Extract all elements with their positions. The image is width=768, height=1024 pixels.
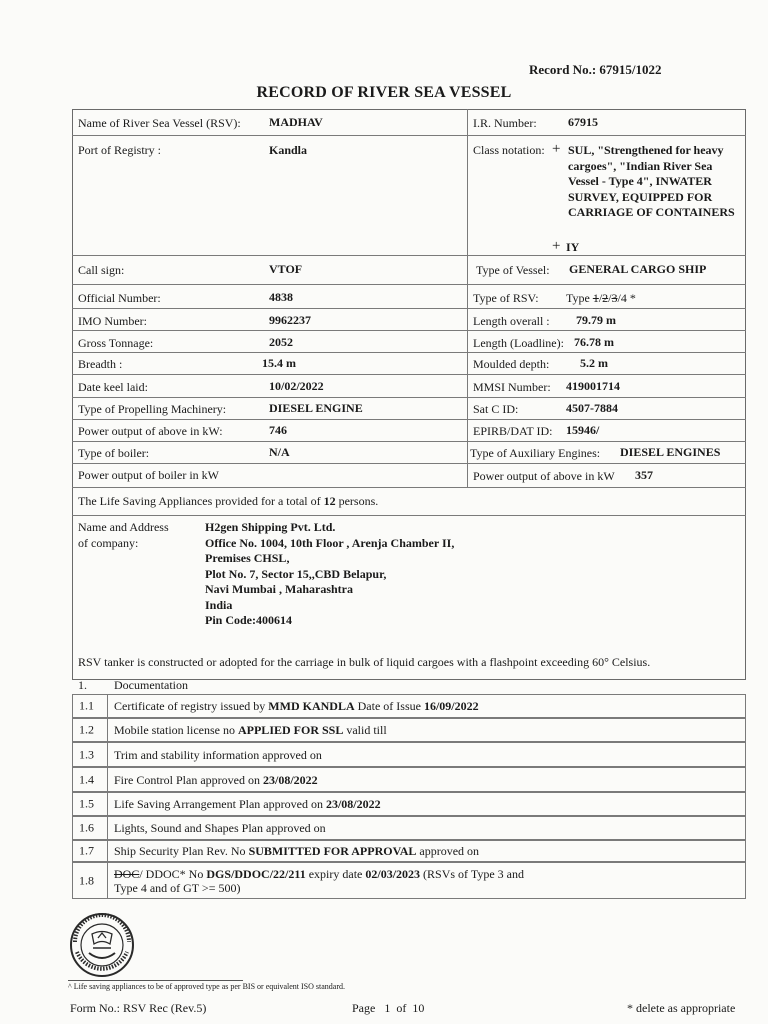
- row-divider: [72, 308, 746, 309]
- auxiliary-power-label: Power output of above in kW: [473, 469, 615, 483]
- row-text: [114, 797, 739, 811]
- imo-number-label: IMO Number:: [78, 314, 147, 328]
- row-number: 1.5: [79, 796, 94, 811]
- row-text-bold: APPLIED FOR SSL: [237, 723, 344, 737]
- auxiliary-engines-label: Type of Auxiliary Engines:: [470, 446, 601, 460]
- row-text: [114, 748, 739, 762]
- company-address: [205, 520, 525, 629]
- row-divider: [72, 135, 746, 136]
- call-sign-label: Call sign:: [78, 263, 125, 277]
- company-address-line: Plot No. 7, Sector 15,,CBD Belapur,: [205, 566, 387, 581]
- port-of-registry-label: Port of Registry :: [78, 143, 161, 157]
- gross-tonnage-value: 2052: [269, 335, 293, 349]
- row-number: 1.4: [79, 772, 94, 786]
- row-text-bold: DGS/DDOC/22/211: [206, 866, 306, 881]
- row-text-part: Trim and stability information approved on: [114, 747, 322, 762]
- auxiliary-engines-value: DIESEL ENGINES: [620, 445, 721, 459]
- power-output-label: Power output of above in kW:: [78, 424, 223, 438]
- row-divider: [72, 441, 746, 442]
- ir-number-value: 67915: [568, 115, 598, 129]
- rsv-type-label: Type of RSV:: [473, 291, 539, 305]
- form-number: Form No.: RSV Rec (Rev.5): [70, 1001, 207, 1015]
- row-number: 1.6: [79, 820, 94, 835]
- official-number-value: 4838: [269, 290, 293, 304]
- breadth-label: Breadth :: [78, 357, 123, 371]
- row-text-part: expiry date: [305, 866, 366, 881]
- row-text: [114, 699, 739, 713]
- row-text-part: Ship Security Plan Rev. No: [114, 844, 249, 858]
- row-text-part: (RSVs of Type 3 and: [420, 866, 524, 881]
- row-text: [114, 867, 739, 895]
- row-text-bold: 16/09/2022: [423, 699, 479, 713]
- documentation-row: [72, 862, 746, 899]
- rsv-type-value: [566, 291, 636, 306]
- port-of-registry-value: Kandla: [269, 143, 308, 157]
- row-text-part: valid till: [343, 723, 387, 737]
- class-notation-value: SUL, "Strengthened for heavy cargoes", "Indian River Sea Vessel - Type 4", INWATER SURVEY, EQUIPPED FOR CARRIAGE OF CONTAINERS: [568, 143, 735, 219]
- row-divider: [107, 841, 108, 861]
- row-number: 1.8: [79, 873, 94, 887]
- row-number: 1.1: [79, 698, 94, 713]
- row-text: [114, 821, 739, 835]
- row-text: [114, 773, 739, 787]
- row-text-part: approved on: [416, 844, 480, 858]
- length-loadline-value: 76.78 m: [574, 335, 614, 349]
- lsa-suffix: persons.: [338, 494, 379, 508]
- row-divider: [72, 515, 746, 516]
- company-address-line: H2gen Shipping Pvt. Ltd.: [205, 520, 336, 534]
- mmsi-value: 419001714: [566, 379, 620, 393]
- row-divider: [107, 817, 108, 839]
- row-text-part: Fire Control Plan approved on: [114, 772, 263, 787]
- row-number: 1.2: [79, 722, 94, 737]
- row-text-part: / DDOC* No: [139, 866, 207, 881]
- company-address-line: Navi Mumbai , Maharashtra: [205, 582, 353, 596]
- row-text-struck: DOC: [114, 866, 140, 881]
- row-text-part: Type 4 and of GT >= 500): [114, 880, 241, 895]
- footnote: ^ Life saving appliances to be of approved type as per BIS or equivalent ISO standard.: [68, 982, 346, 991]
- page-indicator: Page 1 of 10: [352, 1001, 425, 1015]
- documentation-row: [72, 718, 746, 742]
- rsv-type-struck-2: 2: [602, 291, 609, 305]
- row-divider: [107, 719, 108, 741]
- sat-c-id-label: Sat C ID:: [473, 402, 519, 416]
- rsv-type-slash-1: /: [598, 291, 603, 305]
- row-text-bold: 23/08/2022: [262, 772, 318, 787]
- row-divider: [72, 352, 746, 353]
- call-sign-value: VTOF: [269, 262, 303, 276]
- row-text-part: Life Saving Arrangement Plan approved on: [114, 797, 326, 811]
- row-divider: [107, 863, 108, 898]
- company-address-line: Premises CHSL,: [205, 551, 290, 565]
- moulded-depth-label: Moulded depth:: [473, 357, 550, 371]
- row-text-part: Certificate of registry issued by: [114, 699, 269, 713]
- company-address-line: Office No. 1004, 10th Floor , Arenja Chamber II,: [205, 535, 455, 550]
- row-divider: [72, 374, 746, 375]
- gross-tonnage-label: Gross Tonnage:: [78, 336, 154, 350]
- documentation-row: [72, 694, 746, 718]
- page-title: RECORD OF RIVER SEA VESSEL: [256, 84, 512, 101]
- vessel-type-value: GENERAL CARGO SHIP: [569, 262, 707, 276]
- lsa-persons-count: 12: [323, 494, 336, 508]
- row-text-bold: SUBMITTED FOR APPROVAL: [248, 844, 417, 858]
- mmsi-label: MMSI Number:: [473, 380, 551, 394]
- vessel-type-label: Type of Vessel:: [476, 263, 550, 277]
- company-address-line: India: [205, 597, 233, 612]
- row-text-bold: 23/08/2022: [325, 797, 381, 811]
- rsv-type-prefix: Type: [566, 291, 590, 305]
- life-saving-appliances-line: [78, 494, 378, 509]
- propelling-machinery-label: Type of Propelling Machinery:: [78, 402, 227, 416]
- epirb-value: 15946/: [566, 423, 600, 437]
- row-divider: [107, 793, 108, 815]
- keel-date-value: 10/02/2022: [269, 379, 324, 393]
- rsv-type-struck-1: 1: [592, 291, 599, 305]
- class-notation-cross: +: [552, 141, 561, 157]
- documentation-row: [72, 767, 746, 792]
- row-divider: [107, 743, 108, 766]
- boiler-type-value: N/A: [269, 445, 290, 459]
- length-overall-value: 79.79 m: [576, 313, 616, 327]
- seal-icon: [69, 912, 135, 978]
- documentation-row: [72, 816, 746, 840]
- row-divider: [72, 397, 746, 398]
- row-divider: [107, 695, 108, 717]
- company-address-line: Pin Code:400614: [205, 613, 292, 627]
- auxiliary-power-value: 357: [635, 468, 653, 482]
- vessel-name-label: Name of River Sea Vessel (RSV):: [78, 116, 241, 130]
- length-loadline-label: Length (Loadline):: [473, 336, 564, 350]
- row-divider: [72, 284, 746, 285]
- imo-number-value: 9962237: [269, 313, 311, 327]
- breadth-value: 15.4 m: [262, 356, 296, 370]
- row-text-part: Mobile station license no: [114, 723, 238, 737]
- row-divider: [72, 487, 746, 488]
- row-text: [114, 844, 739, 858]
- moulded-depth-value: 5.2 m: [580, 356, 608, 370]
- propelling-machinery-value: DIESEL ENGINE: [269, 401, 363, 415]
- tanker-note: RSV tanker is constructed or adopted for the carriage in bulk of liquid cargoes with a flashpoint exceeding 60° Celsius.: [78, 655, 651, 669]
- row-divider: [107, 768, 108, 791]
- row-divider: [72, 330, 746, 331]
- class-extra-value: IY: [566, 240, 580, 254]
- sat-c-id-value: 4507-7884: [566, 401, 618, 415]
- documentation-row: [72, 742, 746, 767]
- vessel-name-value: MADHAV: [269, 115, 323, 129]
- official-number-label: Official Number:: [78, 291, 161, 305]
- row-text-part: Lights, Sound and Shapes Plan approved on: [114, 821, 326, 835]
- documentation-section-number: 1.: [78, 678, 87, 692]
- keel-date-label: Date keel laid:: [78, 380, 148, 394]
- power-output-value: 746: [269, 423, 287, 437]
- row-divider: [72, 255, 746, 256]
- rsv-type-suffix: /4 *: [617, 291, 636, 305]
- row-text-bold: MMD KANDLA: [268, 699, 355, 713]
- documentation-row: [72, 792, 746, 816]
- row-number: 1.3: [79, 747, 94, 761]
- row-text: [114, 723, 739, 737]
- lsa-prefix: The Life Saving Appliances provided for a total of: [78, 494, 321, 508]
- column-divider: [467, 109, 468, 488]
- rsv-type-slash-2: /: [608, 291, 612, 305]
- row-text-bold: 02/03/2023: [365, 866, 421, 881]
- footnote-divider: [68, 980, 243, 981]
- documentation-section-title: Documentation: [114, 678, 188, 692]
- row-divider: [72, 463, 746, 464]
- class-extra-cross: +: [552, 238, 561, 254]
- length-overall-label: Length overall :: [473, 314, 550, 328]
- row-number: 1.7: [79, 843, 94, 858]
- documentation-row: [72, 840, 746, 862]
- company-label-line-1: Name and Address: [78, 520, 169, 534]
- rsv-type-struck-3: 3: [611, 291, 618, 305]
- class-notation-label: Class notation:: [473, 143, 545, 157]
- company-label-line-2: of company:: [78, 536, 139, 550]
- epirb-label: EPIRB/DAT ID:: [473, 424, 553, 438]
- row-divider: [72, 419, 746, 420]
- ir-number-label: I.R. Number:: [473, 116, 537, 130]
- boiler-type-label: Type of boiler:: [78, 446, 150, 460]
- row-text-part: Date of Issue: [354, 699, 424, 713]
- record-number: Record No.: 67915/1022: [529, 62, 662, 77]
- delete-note: * delete as appropriate: [627, 1001, 736, 1015]
- boiler-power-label: Power output of boiler in kW: [78, 468, 219, 482]
